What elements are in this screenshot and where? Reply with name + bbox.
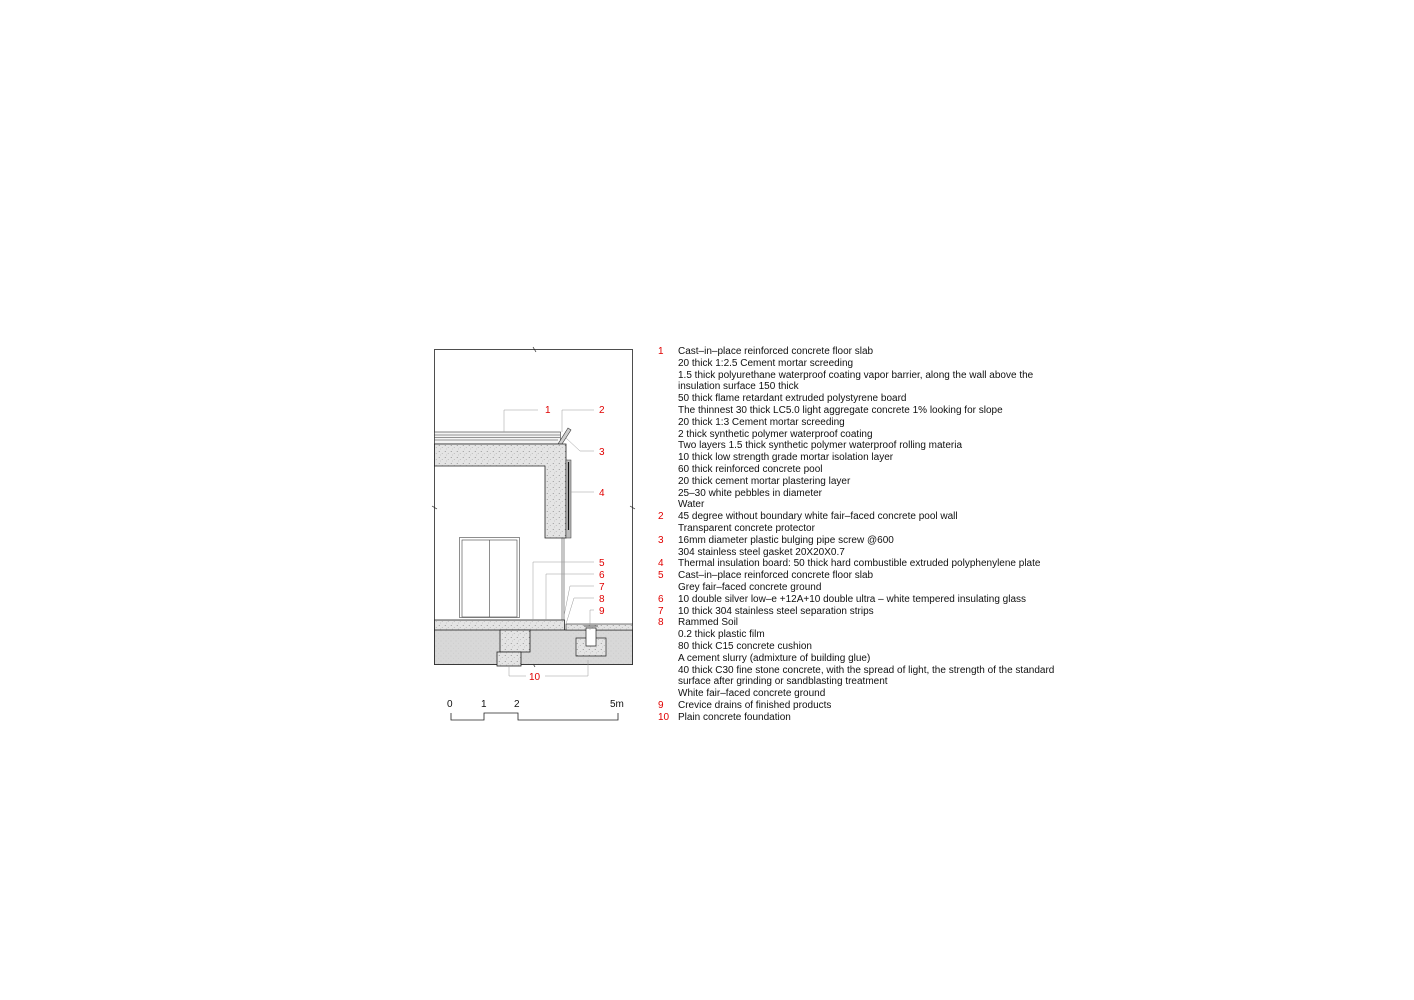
outside-paving xyxy=(566,624,633,630)
legend-number: 3 xyxy=(658,534,664,546)
legend-number xyxy=(658,417,678,429)
legend-text: White fair–faced concrete ground xyxy=(678,688,826,700)
legend-text: 25–30 white pebbles in diameter xyxy=(678,487,822,499)
glazing xyxy=(562,538,564,620)
scale-label-5m: 5m xyxy=(610,699,624,710)
legend-row xyxy=(658,417,1054,429)
legend-text: 10 double silver low–e +12A+10 double ultra – white tempered insulating glass xyxy=(678,593,1027,605)
legend-number xyxy=(658,665,678,677)
legend-number xyxy=(658,547,678,559)
legend-number xyxy=(658,370,678,382)
scale-label-1: 1 xyxy=(481,699,487,710)
legend-row xyxy=(658,499,1054,511)
legend-text: 304 stainless steel gasket 20X20X0.7 xyxy=(678,546,845,558)
legend-number: 5 xyxy=(658,570,664,582)
legend-number xyxy=(658,653,678,665)
legend-row xyxy=(658,523,1054,535)
legend-text: Plain concrete foundation xyxy=(678,711,791,723)
legend-row xyxy=(658,452,1054,464)
legend-text: Thermal insulation board: 50 thick hard combustible extruded polyphenylene plate xyxy=(678,558,1041,570)
legend-text: 16mm diameter plastic bulging pipe screw @600 xyxy=(678,534,894,546)
legend-row xyxy=(658,629,1054,641)
legend-text: Water xyxy=(678,499,705,511)
legend-text: 2 thick synthetic polymer waterproof coating xyxy=(678,428,873,440)
legend-text: Two layers 1.5 thick synthetic polymer waterproof rolling materia xyxy=(678,440,963,452)
legend-row xyxy=(658,464,1054,476)
legend-number xyxy=(658,488,678,500)
callout-10: 10 xyxy=(529,672,541,683)
legend-number: 7 xyxy=(658,605,664,617)
legend-text: 60 thick reinforced concrete pool xyxy=(678,463,823,475)
legend-text: Grey fair–faced concrete ground xyxy=(678,581,822,593)
callout-5: 5 xyxy=(599,558,605,569)
legend-row xyxy=(658,570,1054,582)
legend-text: Cast–in–place reinforced concrete floor slab xyxy=(678,346,874,357)
legend-number xyxy=(658,476,678,488)
plain-concrete-foundation xyxy=(497,652,521,666)
legend-row xyxy=(658,476,1054,488)
legend-row xyxy=(658,594,1054,606)
legend-number xyxy=(658,464,678,476)
legend-row xyxy=(658,641,1054,653)
legend-number: 8 xyxy=(658,617,664,629)
legend-row xyxy=(658,429,1054,441)
legend-number: 9 xyxy=(658,699,664,711)
legend-text: Crevice drains of finished products xyxy=(678,699,832,711)
legend-number xyxy=(658,688,678,700)
callout-2: 2 xyxy=(599,405,605,416)
legend-number xyxy=(658,582,678,594)
legend-number xyxy=(658,405,678,417)
legend-number xyxy=(658,393,678,405)
legend-number xyxy=(658,523,678,535)
callout-1: 1 xyxy=(545,405,551,416)
legend-number xyxy=(658,429,678,441)
legend-text: Transparent concrete protector xyxy=(678,522,815,534)
legend-number: 4 xyxy=(658,558,664,570)
legend-row xyxy=(658,558,1054,570)
legend-text: 20 thick cement mortar plastering layer xyxy=(678,475,851,487)
legend-text: A cement slurry (admixture of building glue) xyxy=(678,652,871,664)
legend-row xyxy=(658,346,1054,358)
legend-list xyxy=(658,346,1054,724)
callout-9: 9 xyxy=(599,606,605,617)
legend-row xyxy=(658,653,1054,665)
legend-text: Rammed Soil xyxy=(678,617,739,629)
legend-text: 50 thick flame retardant extruded polystyrene board xyxy=(678,393,907,405)
break-marks xyxy=(432,347,635,667)
callout-8: 8 xyxy=(599,594,605,605)
legend-text: 20 thick 1:3 Cement mortar screeding xyxy=(678,416,845,428)
scale-label-2: 2 xyxy=(514,699,520,710)
legend-row xyxy=(658,547,1054,559)
legend-row xyxy=(658,358,1054,370)
legend-text: The thinnest 30 thick LC5.0 light aggregate concrete 1% looking for slope xyxy=(678,404,1003,416)
legend-row xyxy=(658,606,1054,618)
legend-text: surface after grinding or sandblasting treatment xyxy=(678,676,888,688)
floor-beam xyxy=(500,630,530,652)
legend-text: 10 thick low strength grade mortar isolation layer xyxy=(678,452,894,464)
legend-text: 20 thick 1:2.5 Cement mortar screeding xyxy=(678,357,854,369)
legend-row xyxy=(658,381,1054,393)
legend-number: 10 xyxy=(658,711,670,723)
legend-text: 0.2 thick plastic film xyxy=(678,629,765,641)
legend-row xyxy=(658,488,1054,500)
legend-text: 80 thick C15 concrete cushion xyxy=(678,640,812,652)
legend-number: 6 xyxy=(658,593,664,605)
legend-row xyxy=(658,405,1054,417)
scale-label-0: 0 xyxy=(447,699,453,710)
callout-6: 6 xyxy=(599,570,605,581)
legend-row xyxy=(658,676,1054,688)
legend-number xyxy=(658,358,678,370)
legend-row xyxy=(658,535,1054,547)
roof-pool-layers xyxy=(435,428,572,444)
legend-number xyxy=(658,676,678,688)
callout-7: 7 xyxy=(599,582,605,593)
legend-number: 1 xyxy=(658,346,664,357)
legend-row xyxy=(658,617,1054,629)
legend-text: 45 degree without boundary white fair–faced concrete pool wall xyxy=(678,511,958,523)
legend-row xyxy=(658,700,1054,712)
door-elevation xyxy=(460,538,520,618)
legend-text: 10 thick 304 stainless steel separation strips xyxy=(678,605,874,617)
legend-text: 1.5 thick polyurethane waterproof coating vapor barrier, along the wall above the xyxy=(678,369,1034,381)
legend-row xyxy=(658,688,1054,700)
legend-number xyxy=(658,629,678,641)
legend-row xyxy=(658,370,1054,382)
legend-text: Cast–in–place reinforced concrete floor slab xyxy=(678,570,874,582)
legend-text: insulation surface 150 thick xyxy=(678,381,799,393)
legend-number: 2 xyxy=(658,511,664,523)
callout-3: 3 xyxy=(599,447,605,458)
legend-number xyxy=(658,499,678,511)
legend-row xyxy=(658,440,1054,452)
roof-slab-and-wall xyxy=(435,444,567,538)
legend-number xyxy=(658,440,678,452)
legend-row xyxy=(658,393,1054,405)
callout-4: 4 xyxy=(599,488,605,499)
legend-row xyxy=(658,665,1054,677)
legend-text: 40 thick C30 fine stone concrete, with the spread of light, the strength of the standard xyxy=(678,664,1055,676)
legend-number xyxy=(658,381,678,393)
legend-row xyxy=(658,582,1054,594)
legend-row xyxy=(658,511,1054,523)
legend-number xyxy=(658,641,678,653)
legend-row xyxy=(658,712,1054,724)
legend-number xyxy=(658,452,678,464)
scale-bar xyxy=(447,699,624,720)
